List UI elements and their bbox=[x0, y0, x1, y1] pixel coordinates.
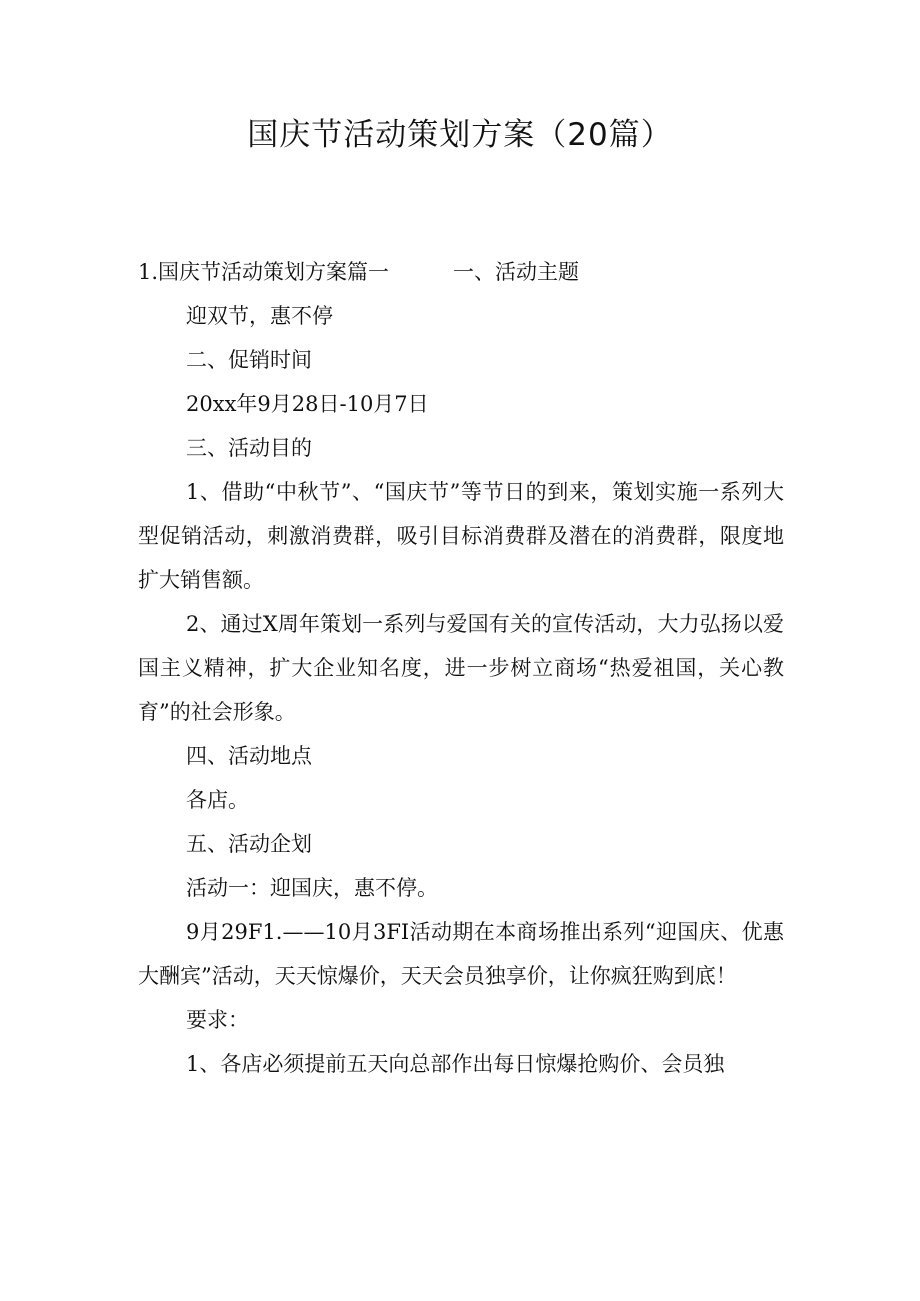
section-heading-plan: 五、活动企划 bbox=[186, 832, 312, 856]
location-text: 各店。 bbox=[186, 788, 249, 812]
article-heading: 1.国庆节活动策划方案篇一 bbox=[138, 260, 390, 284]
requirement-item-1: 1、各店必须提前五天向总部作出每日惊爆抢购价、会员独 bbox=[186, 1052, 725, 1076]
requirements-heading: 要求： bbox=[186, 1008, 249, 1032]
document-body bbox=[138, 250, 784, 1086]
section-heading-theme: 一、活动主题 bbox=[453, 260, 580, 284]
activity-paragraph: 9月29F1.——10月3FI活动期在本商场推出系列“迎国庆、优惠大酬宾”活动，天天惊爆价，天天会员独享价，让你疯狂购到底！ bbox=[138, 920, 784, 988]
section-heading-time: 二、促销时间 bbox=[186, 348, 312, 372]
purpose-paragraph-2: 2、通过X周年策划一系列与爱国有关的宣传活动，大力弘扬以爱国主义精神，扩大企业知名度，进一步树立商场“热爱祖国，关心教育”的社会形象。 bbox=[138, 612, 784, 724]
document-title: 国庆节活动策划方案（20篇） bbox=[247, 117, 673, 153]
section-heading-location: 四、活动地点 bbox=[186, 744, 312, 768]
purpose-paragraph-1: 1、借助“中秋节”、“国庆节”等节日的到来，策划实施一系列大型促销活动，刺激消费群，吸引目标消费群及潜在的消费群，限度地扩大销售额。 bbox=[138, 480, 784, 592]
heading-line bbox=[138, 250, 784, 294]
time-text: 20xx年9月28日-10月7日 bbox=[186, 392, 429, 416]
theme-text: 迎双节，惠不停 bbox=[186, 304, 333, 328]
activity-title: 活动一：迎国庆，惠不停。 bbox=[186, 876, 438, 900]
section-heading-purpose: 三、活动目的 bbox=[186, 436, 312, 460]
